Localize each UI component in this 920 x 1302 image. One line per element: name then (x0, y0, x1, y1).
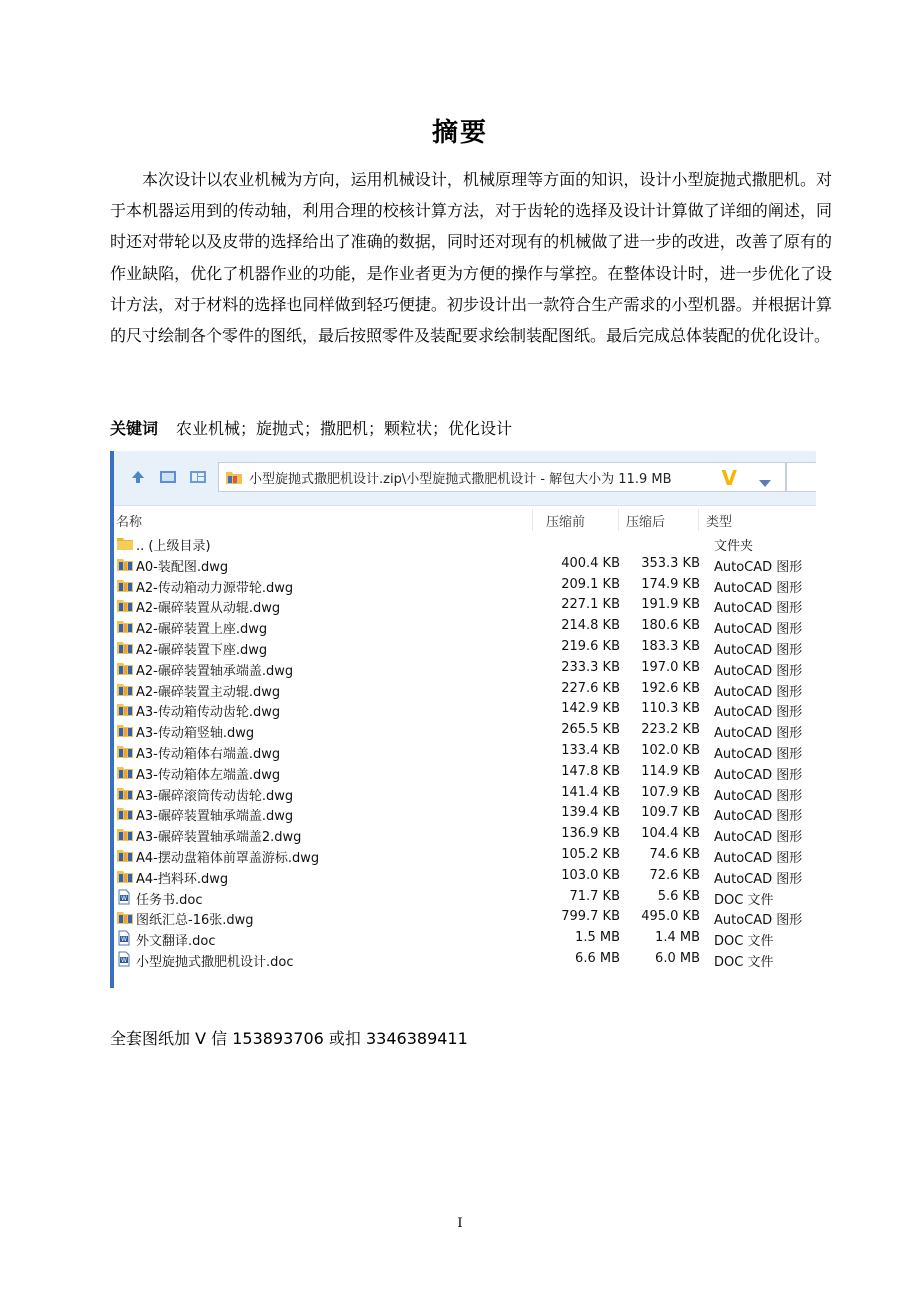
file-size: 147.8 KB (561, 763, 620, 779)
bandizip-v-logo: V (721, 466, 737, 490)
file-size: 136.9 KB (561, 826, 620, 842)
file-compressed-size: 192.6 KB (641, 680, 700, 696)
file-size: 142.9 KB (561, 701, 620, 717)
column-divider[interactable] (618, 509, 619, 531)
file-compressed-size: 104.4 KB (641, 826, 700, 842)
file-name: A3-碾碎装置轴承端盖.dwg (136, 809, 294, 825)
doc-file-icon (116, 930, 134, 946)
file-name: 图纸汇总-16张.dwg (136, 913, 254, 929)
file-name: A3-传动箱体右端盖.dwg (136, 746, 281, 762)
file-compressed-size: 114.9 KB (641, 763, 700, 779)
svg-text:W: W (121, 894, 127, 902)
file-row[interactable] (114, 845, 816, 866)
file-type: AutoCAD 图形 (714, 746, 803, 762)
view-mode-icon[interactable] (158, 467, 178, 487)
file-size: 799.7 KB (561, 909, 620, 925)
file-row[interactable] (114, 824, 816, 845)
dwg-file-icon (116, 785, 134, 801)
file-type: 文件夹 (714, 539, 754, 554)
file-explorer-screenshot (110, 451, 816, 988)
address-bar[interactable] (218, 462, 786, 492)
file-name: A3-碾碎滚筒传动齿轮.dwg (136, 788, 294, 804)
file-size: 139.4 KB (561, 805, 620, 821)
file-size: 103.0 KB (561, 867, 620, 883)
file-compressed-size: 353.3 KB (641, 555, 700, 571)
file-type: AutoCAD 图形 (714, 622, 803, 638)
file-row[interactable] (114, 575, 816, 596)
file-size: 233.3 KB (561, 659, 620, 675)
file-size: 71.7 KB (569, 888, 620, 904)
file-row[interactable] (114, 699, 816, 720)
column-divider[interactable] (532, 509, 533, 531)
up-arrow-icon[interactable] (128, 467, 148, 487)
file-name: A2-碾碎装置上座.dwg (136, 622, 268, 638)
file-size: 219.6 KB (561, 638, 620, 654)
file-type: DOC 文件 (714, 934, 774, 950)
file-compressed-size: 495.0 KB (641, 909, 700, 925)
file-name: A2-碾碎装置从动辊.dwg (136, 601, 281, 617)
file-name: A2-碾碎装置轴承端盖.dwg (136, 663, 294, 679)
contact-line: 全套图纸加 V 信 153893706 或扣 3346389411 (110, 1029, 468, 1048)
svg-text:W: W (121, 936, 127, 944)
file-name: A2-传动箱动力源带轮.dwg (136, 580, 294, 596)
file-row[interactable] (114, 907, 816, 928)
file-type: AutoCAD 图形 (714, 913, 803, 929)
file-size: 400.4 KB (561, 555, 620, 571)
file-name: 小型旋抛式撒肥机设计.doc (136, 954, 294, 970)
file-size: 141.4 KB (561, 784, 620, 800)
file-compressed-size: 109.7 KB (641, 805, 700, 821)
file-row[interactable] (114, 679, 816, 700)
file-name: A3-碾碎装置轴承端盖2.dwg (136, 830, 302, 846)
file-row[interactable] (114, 658, 816, 679)
file-type: AutoCAD 图形 (714, 809, 803, 825)
file-type: AutoCAD 图形 (714, 642, 803, 658)
dwg-file-icon (116, 701, 134, 717)
file-type: AutoCAD 图形 (714, 788, 803, 804)
folder-icon (116, 535, 134, 551)
file-row[interactable] (114, 720, 816, 741)
file-compressed-size: 191.9 KB (641, 597, 700, 613)
file-row[interactable] (114, 783, 816, 804)
file-name: .. (上级目录) (136, 539, 211, 554)
file-row[interactable] (114, 741, 816, 762)
file-type: AutoCAD 图形 (714, 767, 803, 783)
file-row[interactable] (114, 533, 816, 554)
dwg-file-icon (116, 743, 134, 759)
file-compressed-size: 74.6 KB (649, 846, 700, 862)
doc-file-icon (116, 951, 134, 967)
file-name: A4-摆动盘箱体前罩盖游标.dwg (136, 850, 320, 866)
dwg-file-icon (116, 577, 134, 593)
file-type: AutoCAD 图形 (714, 726, 803, 742)
dwg-file-icon (116, 556, 134, 572)
file-size: 209.1 KB (561, 576, 620, 592)
column-divider[interactable] (698, 509, 699, 531)
file-type: AutoCAD 图形 (714, 601, 803, 617)
file-type: AutoCAD 图形 (714, 663, 803, 679)
page-title: 摘要 (431, 118, 488, 148)
column-size-header[interactable]: 压缩前 (546, 515, 586, 530)
file-list (114, 533, 816, 970)
keywords-label: 关键词 (110, 419, 159, 438)
file-row[interactable] (114, 595, 816, 616)
file-name: 外文翻译.doc (136, 934, 216, 950)
column-compressed-header[interactable]: 压缩后 (626, 515, 666, 530)
dwg-file-icon (116, 722, 134, 738)
dwg-file-icon (116, 909, 134, 925)
column-header-row (114, 509, 816, 531)
file-type: AutoCAD 图形 (714, 850, 803, 866)
file-compressed-size: 107.9 KB (641, 784, 700, 800)
file-row[interactable] (114, 928, 816, 949)
file-size: 227.1 KB (561, 597, 620, 613)
column-type-header[interactable]: 类型 (706, 515, 733, 530)
file-compressed-size: 110.3 KB (641, 701, 700, 717)
file-row[interactable] (114, 803, 816, 824)
file-row[interactable] (114, 887, 816, 908)
file-row[interactable] (114, 866, 816, 887)
search-box[interactable] (786, 462, 816, 492)
file-row[interactable] (114, 949, 816, 970)
archive-folder-icon (225, 469, 243, 489)
file-name: A0-装配图.dwg (136, 559, 229, 575)
dwg-file-icon (116, 764, 134, 780)
column-name-header[interactable]: 名称 (116, 515, 143, 530)
file-compressed-size: 197.0 KB (641, 659, 700, 675)
dwg-file-icon (116, 681, 134, 697)
dwg-file-icon (116, 826, 134, 842)
file-compressed-size: 5.6 KB (657, 888, 700, 904)
file-type: DOC 文件 (714, 954, 774, 970)
file-type: AutoCAD 图形 (714, 830, 803, 846)
file-name: 任务书.doc (136, 892, 203, 908)
dwg-file-icon (116, 597, 134, 613)
file-size: 6.6 MB (575, 950, 620, 966)
file-compressed-size: 223.2 KB (641, 722, 700, 738)
file-compressed-size: 1.4 MB (655, 930, 700, 946)
file-type: AutoCAD 图形 (714, 559, 803, 575)
file-type: AutoCAD 图形 (714, 684, 803, 700)
file-compressed-size: 174.9 KB (641, 576, 700, 592)
file-row[interactable] (114, 616, 816, 637)
file-type: AutoCAD 图形 (714, 580, 803, 596)
file-name: A2-碾碎装置下座.dwg (136, 642, 268, 658)
file-type: DOC 文件 (714, 892, 774, 908)
folder-tree-icon[interactable] (188, 467, 208, 487)
doc-file-icon (116, 889, 134, 905)
file-name: A3-传动箱传动齿轮.dwg (136, 705, 281, 721)
file-compressed-size: 102.0 KB (641, 742, 700, 758)
file-name: A3-传动箱竖轴.dwg (136, 726, 255, 742)
dwg-file-icon (116, 660, 134, 676)
file-size: 133.4 KB (561, 742, 620, 758)
file-type: AutoCAD 图形 (714, 871, 803, 887)
file-size: 105.2 KB (561, 846, 620, 862)
svg-text:W: W (121, 956, 127, 964)
file-type: AutoCAD 图形 (714, 705, 803, 721)
address-path: 小型旋抛式撒肥机设计.zip\小型旋抛式撒肥机设计 - 解包大小为 11.9 MB (249, 472, 672, 487)
keywords-text: 农业机械；旋抛式；撒肥机；颗粒状；优化设计 (176, 419, 513, 438)
file-name: A3-传动箱体左端盖.dwg (136, 767, 281, 783)
keywords-line (110, 415, 512, 443)
file-compressed-size: 72.6 KB (649, 867, 700, 883)
file-name: A4-挡料环.dwg (136, 871, 229, 887)
file-row[interactable] (114, 762, 816, 783)
file-size: 227.6 KB (561, 680, 620, 696)
page-number: I (457, 1216, 463, 1231)
file-size: 214.8 KB (561, 618, 620, 634)
dwg-file-icon (116, 639, 134, 655)
file-row[interactable] (114, 637, 816, 658)
file-size: 1.5 MB (575, 930, 620, 946)
file-compressed-size: 183.3 KB (641, 638, 700, 654)
dwg-file-icon (116, 805, 134, 821)
dwg-file-icon (116, 847, 134, 863)
dwg-file-icon (116, 868, 134, 884)
file-size: 265.5 KB (561, 722, 620, 738)
file-compressed-size: 6.0 MB (655, 950, 700, 966)
chevron-down-icon[interactable] (759, 473, 771, 492)
file-compressed-size: 180.6 KB (641, 618, 700, 634)
file-name: A2-碾碎装置主动辊.dwg (136, 684, 281, 700)
explorer-toolbar (114, 451, 816, 506)
file-row[interactable] (114, 554, 816, 575)
dwg-file-icon (116, 618, 134, 634)
abstract-paragraph: 本次设计以农业机械为方向，运用机械设计，机械原理等方面的知识，设计小型旋抛式撒肥机。对于本机器运用到的传动轴，利用合理的校核计算方法，对于齿轮的选择及设计计算做了详细的阐述，同时还对带轮以及皮带的选择给出了准确的数据，同时还对现有的机械做了进一步的改进，改善了原有的作业缺陷，优化了机器作业的功能，是作业者更为方便的操作与掌控。在整体设计时，进一步优化了设计方法，对于材料的选择也同样做到轻巧便捷。初步设计出一款符合生产需求的小型机器。并根据计算的尺寸绘制各个零件的图纸，最后按照零件及装配要求绘制装配图纸。最后完成总体装配的优化设计。 (110, 170, 832, 346)
